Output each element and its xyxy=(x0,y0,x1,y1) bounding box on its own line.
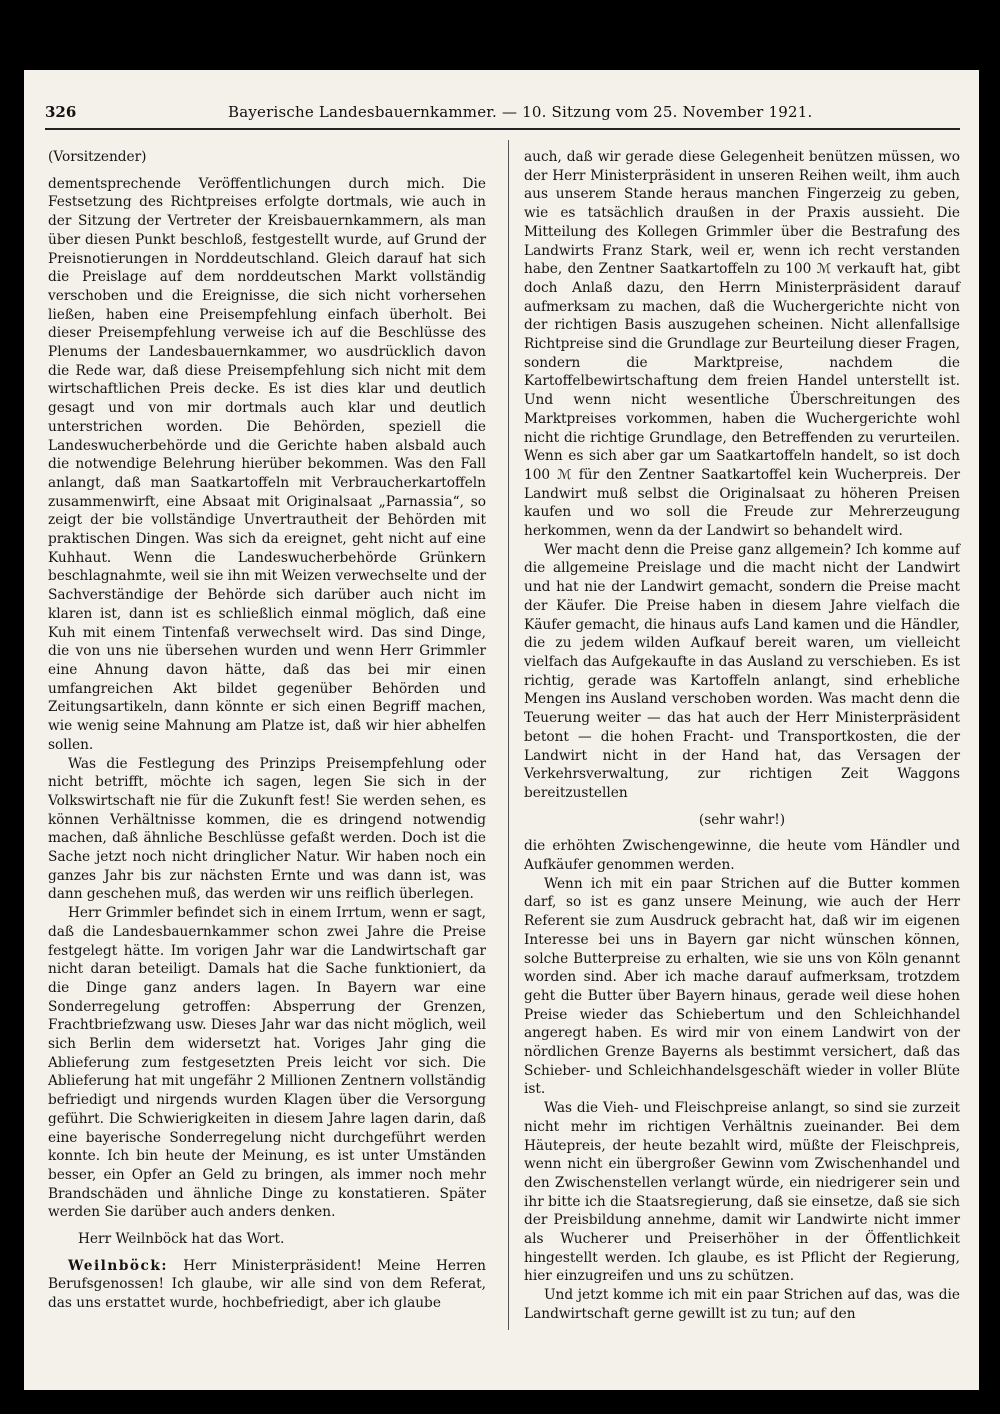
header-rule xyxy=(45,128,960,130)
paragraph: Wer macht denn die Preise ganz allgemein? Ich komme auf die allgemeine Preislage und die macht nicht der Landwirt und hat nie der Landwirt gemacht, sondern die Preise macht der Käufer. Die Preise haben in diesem Jahre vielfach die Käufer gemacht, die hinaus aufs Land kamen und die Händler, die zu jedem wilden Aufkauf bereit waren, um vielleicht vielfach das Aufgekaufte in das Ausland zu verschieben. Es ist richtig, gerade was Kartoffeln anlangt, sind erhebliche Mengen ins Ausland verschoben worden. Was macht denn die Teuerung weiter — das hat auch der Herr Ministerpräsident betont — die hohen Fracht- und Transportkosten, die der Landwirt nicht in der Hand hat, das Versagen der Verkehrsverwaltung, zur richtigen Zeit Waggons bereitzustellen xyxy=(524,541,960,801)
column-divider xyxy=(508,140,509,1330)
paragraph: Was die Festlegung des Prinzips Preisempfehlung oder nicht betrifft, möchte ich sagen, legen Sie sich in der Volkswirtschaft nie für die Zukunft fest! Sie werden sehen, es können Verhältnisse kommen, die es dringend notwendig machen, daß ähnliche Beschlüsse gefaßt werden. Doch ist die Sache jetzt noch nicht dringlicher Natur. Wir haben noch ein ganzes Jahr bis zur nächsten Ernte und was dann ist, was dann geschehen muß, das werden wir uns reiflich überlegen. xyxy=(48,755,486,903)
running-header: Bayerische Landesbauernkammer. — 10. Sitzung vom 25. November 1921. xyxy=(228,103,813,121)
paragraph: die erhöhten Zwischengewinne, die heute vom Händler und Aufkäufer genommen werden. xyxy=(524,838,960,874)
left-column xyxy=(48,148,486,1313)
interjection: (sehr wahr!) xyxy=(698,811,786,828)
right-column xyxy=(524,148,960,1324)
paragraph: dementsprechende Veröffentlichungen durch mich. Die Festsetzung des Richtpreises erfolgte dortmals, wie auch in der Sitzung der Vertreter der Kreisbauernkammern, als man über diesen Punkt beschloß, festgestellt wurde, auf Grund der Preisnotierungen in Norddeutschland. Gleich darauf hat sich die Preislage auf dem norddeutschen Markt vollständig verschoben und die Ereignisse, die sich nicht vorhersehen ließen, haben eine Preisempfehlung einfach überholt. Bei dieser Preisempfehlung verweise ich auf die Beschlüsse des Plenums der Landesbauernkammer, wo ausdrücklich davon die Rede war, daß diese Preisempfehlung sich nicht mit dem wirtschaftlichen Preis decke. Es ist dies klar und deutlich gesagt und von mir dortmals auch klar und deutlich unterstrichen worden. Die Behörden, speziell die Landeswucherbehörde und die Gerichte haben alsbald auch die notwendige Belehrung hierüber bekommen. Was den Fall anlangt, daß man Saatkartoffeln mit Verbraucherkartoffeln zusammenwirft, eine Absaat mit Originalsaat „Parnassia“, so zeigt der bie vollständige Unvertrautheit der Behörden mit praktischen Dingen. Was sich da ereignet, geht nicht auf eine Kuhhaut. Wenn die Landeswucherbehörde Grünkern beschlagnahmte, weil sie ihn mit Weizen verwechselte und der Sachverständige der Behörde sich darüber auch nicht im klaren ist, dann ist es schließlich einmal möglich, daß eine Kuh mit einem Tintenfaß verwechselt wird. Das sind Dinge, die von uns nie übersehen wurden und wenn Herr Grimmler eine Ahnung davon hätte, daß das bei mir einen umfangreichen Akt bildet gegenüber Behörden und Zeitungsartikeln, dann könnte er sich einen Begriff machen, wie wenig seine Mahnung am Platze ist, daß wir hier abhelfen sollen. xyxy=(48,175,486,753)
speaker-name: Weilnböck: xyxy=(68,1257,168,1274)
paragraph: Und jetzt komme ich mit ein paar Strichen auf das, was die Landwirtschaft gerne gewillt ist zu tun; auf den xyxy=(524,1287,960,1322)
paragraph: auch, daß wir gerade diese Gelegenheit benützen müssen, wo der Herr Ministerpräsident in unseren Reihen weilt, ihm auch aus unserem Stande heraus manchen Fingerzeig zu geben, wie es tatsächlich draußen in der Praxis aussieht. Die Mitteilung des Kollegen Grimmler über die Bestrafung des Landwirts Franz Stark, weil er, wenn ich recht verstanden habe, den Zentner Saatkartoffeln zu 100 ℳ verkauft hat, gibt doch Anlaß dazu, den Herrn Ministerpräsident darauf aufmerksam zu machen, daß die Wuchergerichte nicht von der richtigen Basis auszugehen scheinen. Nicht allenfallsige Richtpreise sind die Grundlage zur Beurteilung dieser Fragen, sondern die Marktpreise, nachdem die Kartoffelbewirtschaftung dem freien Handel unterstellt ist. Und wenn nicht wesentliche Überschreitungen des Marktpreises vorkommen, haben die Wuchergerichte wohl nicht die richtige Grundlage, den Betreffenden zu verurteilen. Wenn es sich aber gar um Saatkartoffeln handelt, so ist doch 100 ℳ für den Zentner Saatkartoffel kein Wucherpreis. Der Landwirt muß selbst die Originalsaat zu höheren Preisen kaufen und wo soll die Freude zur Mehrerzeugung herkommen, wenn da der Landwirt so behandelt wird. xyxy=(524,149,960,540)
page-number: 326 xyxy=(45,103,77,121)
paragraph: Herr Grimmler befindet sich in einem Irrtum, wenn er sagt, daß die Landesbauernkammer schon zwei Jahre die Preise festgelegt hätte. Im vorigen Jahr war die Landwirtschaft gar nicht daran beteiligt. Damals hat die Sache funktioniert, da die Dinge ganz anders lagen. In Bayern war eine Sonderregelung getroffen: Absperrung der Grenzen, Frachtbriefzwang usw. Dieses Jahr war das nicht möglich, weil sich Berlin dem widersetzt hat. Voriges Jahr ging die Ablieferung zum festgesetzten Preis leicht vor sich. Die Ablieferung hat mit ungefähr 2 Millionen Zentnern vollständig befriedigt und nirgends wurden Klagen über die Versorgung geführt. Die Schwierigkeiten in diesem Jahre lagen darin, daß eine bayerische Sonderregelung nicht durchgeführt werden konnte. Ich bin heute der Meinung, es ist unter Umständen besser, ein Opfer an Geld zu bringen, als immer noch mehr Brandschäden und ähnliche Dinge zu konstatieren. Später werden Sie darüber auch anders denken. xyxy=(48,905,486,1221)
announcement: Herr Weilnböck hat das Wort. xyxy=(78,1231,285,1248)
speech-text: Herr Ministerpräsident! Meine Herren Berufsgenossen! Ich glaube, wir alle sind von dem Referat, das uns erstattet wurde, hochbefriedigt, aber ich glaube xyxy=(48,1257,486,1312)
paragraph: Wenn ich mit ein paar Strichen auf die Butter kommen darf, so ist es ganz unsere Meinung, wie auch der Herr Referent sie zum Ausdruck gebracht hat, daß wir im eigenen Interesse bei uns in Bayern gar nicht wünschen können, solche Butterpreise zu erhalten, wie sie uns von Köln genannt worden sind. Aber ich mache darauf aufmerksam, trotzdem geht die Butter über Bayern hinaus, gerade weil diese hohen Preise wieder das Schiebertum und den Schleichhandel angeregt haben. Es wird mir von einem Landwirt von der nördlichen Grenze Bayerns als bestimmt versichert, daß das Schieber- und Schleichhandelsgeschäft wieder in voller Blüte ist. xyxy=(524,875,960,1098)
speech-paragraph xyxy=(48,1257,486,1313)
paragraph: Was die Vieh- und Fleischpreise anlangt, so sind sie zurzeit nicht mehr im richtigen Verhältnis zueinander. Bei dem Häutepreis, der heute bezahlt wird, müßte der Fleischpreis, wenn nicht ein übergroßer Gewinn vom Zwischenhandel und den Zwischenstellen verlangt würde, ein niedrigerer sein und ihr bitte ich die Staatsregierung, daß sie einsetze, daß sie sich der Preisbildung annehme, damit wir Landwirte nicht immer als Wucherer und Preiserhöher in der Öffentlichkeit hingestellt werden. Ich glaube, es ist Pflicht der Regierung, hier einzugreifen und uns zu schützen. xyxy=(524,1100,960,1285)
speaker-label: (Vorsitzender) xyxy=(48,149,147,165)
